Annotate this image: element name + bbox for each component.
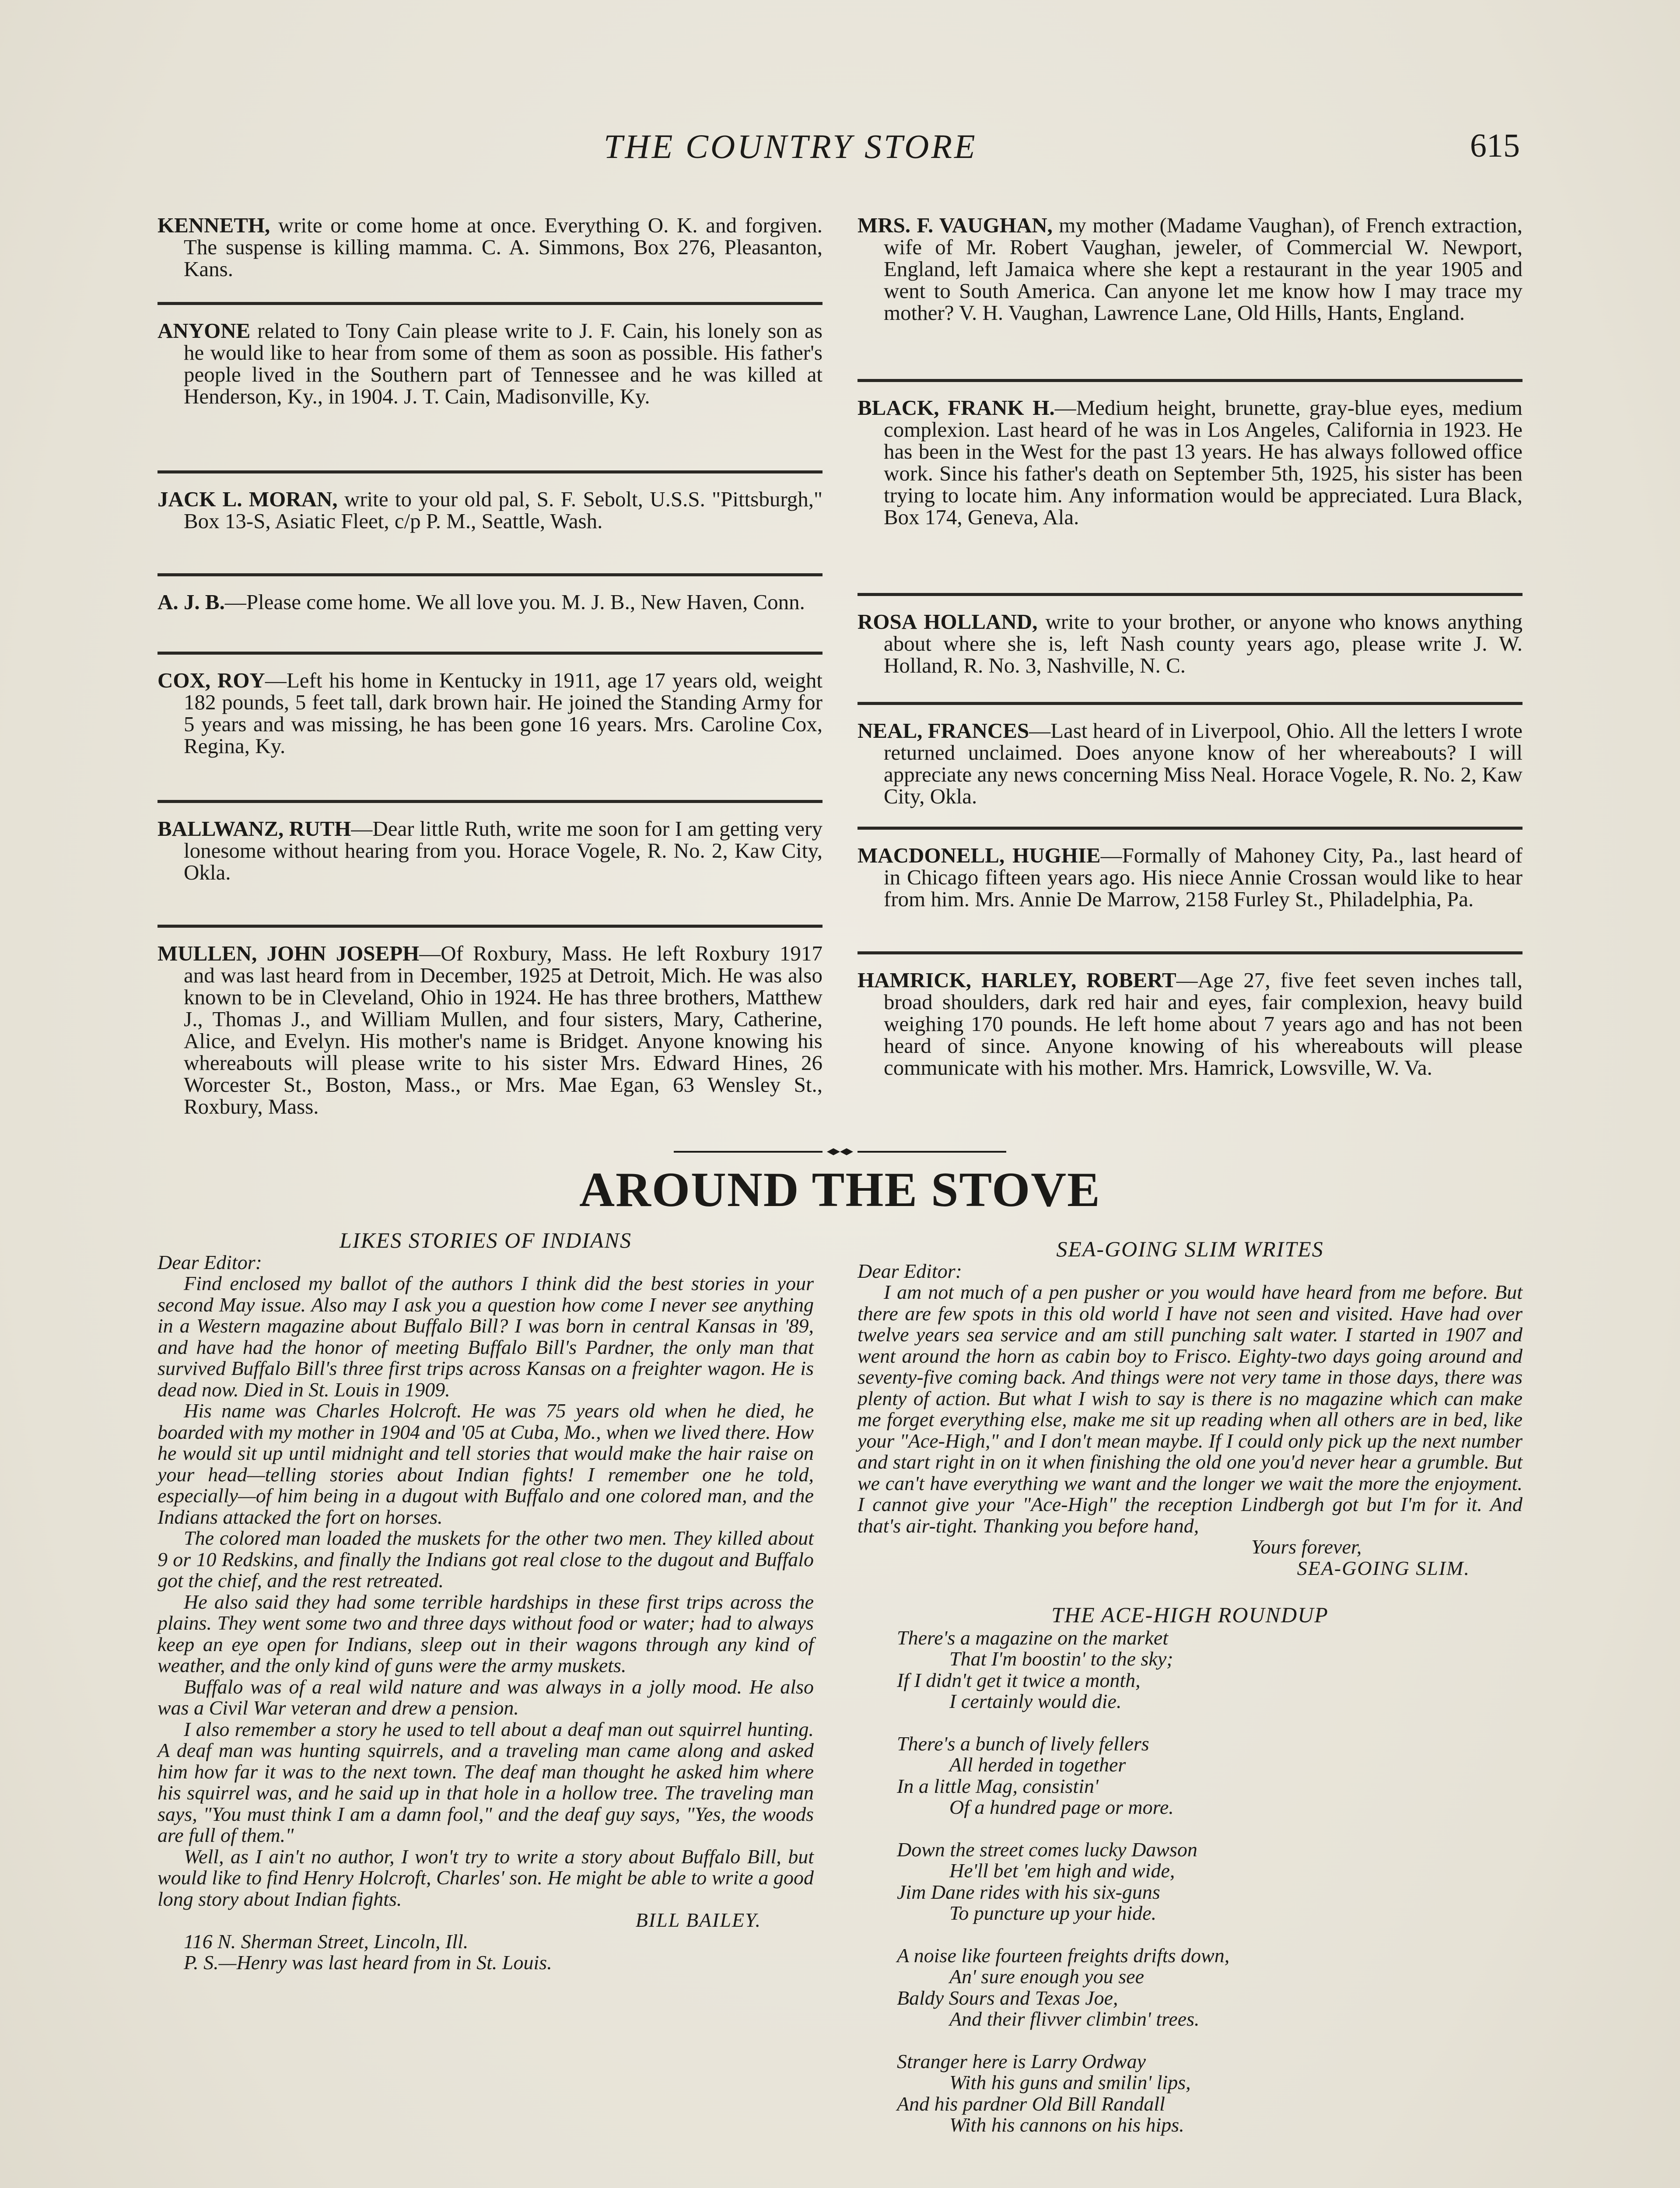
notice-lead: ROSA HOLLAND, — [858, 611, 1038, 634]
letter-salutation: Dear Editor: — [858, 1259, 962, 1282]
poem-line: Stranger here is Larry Ordway — [897, 2050, 1146, 2072]
poem-stanza — [897, 1733, 1522, 1818]
notice-text: write or come home at once. Everything O. K. and forgiven. The suspense is killing mamma. C. A. Simmons, Box 276, Pleasanton, Kans. — [184, 214, 822, 281]
notice-lead: COX, ROY — [158, 670, 265, 692]
notice-lead: A. J. B. — [158, 591, 225, 614]
notice-text: my mother (Madame Vaughan), of French extraction, wife of Mr. Robert Vaughan, jeweler, of Commercial W. Newport, England, left Jamaica where she kept a restaurant in the year 1905 and went to South America. Can anyone let me know how I may trace my mother? V. H. Vaughan, Lawrence Lane, Old Hills, Hants, England. — [884, 214, 1522, 325]
letter-paragraph: He also said they had some terrible hardships in these first trips across the plains. They went some two and three days without food or water; had to always keep an eye open for Indians, sleep out in their wagons through any kind of weather, and the only kind of guns were the army muskets. — [158, 1590, 814, 1676]
poem-line: With his cannons on his hips. — [949, 2114, 1184, 2136]
notice-item — [158, 818, 822, 928]
letter-paragraph: I also remember a story he used to tell about a deaf man out squirrel hunting. A deaf man was hunting squirrels, and a traveling man came along and asked him how far it was to the next town. The deaf man thought he asked him where his squirrel was, and he said up in that hole in a hollow tree. The traveling man says, "You must think I am a damn fool," and the deaf guy says, "Yes, the woods are full of them." — [158, 1718, 814, 1846]
notice-item — [158, 488, 822, 576]
notice-item — [858, 214, 1522, 382]
poem-line: I certainly would die. — [949, 1690, 1122, 1712]
notice-item — [158, 214, 822, 305]
letter-signature: BILL BAILEY. — [635, 1909, 761, 1931]
notice-item — [158, 670, 822, 803]
notices-right-column — [858, 214, 1522, 1101]
poem-line: There's a magazine on the market — [897, 1626, 1169, 1649]
notice-lead: HAMRICK, HARLEY, ROBERT — [858, 969, 1176, 992]
letter-paragraph: His name was Charles Holcroft. He was 75 years old when he died, he boarded with my mother in 1904 and '05 at Cuba, Mo., when we lived there. How he would sit up until midnight and tell stories that would make the hair raise on your head—telling stories about Indian fights! I remember one he told, especially—of him being in a dugout with Buffalo and one colored man, and the Indians attacked the fort on horses. — [158, 1399, 814, 1528]
letter-postscript: P. S.—Henry was last heard from in St. Louis. — [184, 1951, 552, 1974]
letter-likes-stories-of-indians — [158, 1230, 814, 1974]
running-title: THE COUNTRY STORE — [604, 127, 977, 165]
poem-stanza — [897, 1839, 1522, 1924]
notice-lead: MACDONELL, HUGHIE — [858, 845, 1101, 867]
section-title: AROUND THE STOVE — [579, 1163, 1101, 1217]
poem-line: That I'm boostin' to the sky; — [949, 1648, 1173, 1670]
poem-line: He'll bet 'em high and wide, — [949, 1859, 1175, 1882]
letter-sea-going-slim — [858, 1238, 1522, 2157]
notice-item — [858, 611, 1522, 705]
poem-line: To puncture up your hide. — [949, 1902, 1157, 1924]
poem-stanza — [897, 1945, 1522, 2030]
poem-stanza — [897, 2051, 1522, 2136]
poem-line: And his pardner Old Bill Randall — [897, 2092, 1165, 2115]
notice-item — [158, 591, 822, 655]
notice-lead: ANYONE — [158, 320, 251, 343]
notice-text: —Formally of Mahoney City, Pa., last heard of in Chicago fifteen years ago. His niece Annie Crossan would like to hear from him. Mrs. Annie De Marrow, 2158 Furley St., Philadelphia, Pa. — [884, 845, 1522, 911]
notice-text: —Medium height, brunette, gray-blue eyes, medium complexion. Last heard of he was in Los Angeles, California in 1923. He has been in the West for the past 13 years. He has always followed office work. Since his father's death on September 5th, 1925, his sister has been trying to locate him. Any information would be appreciated. Lura Black, Box 174, Geneva, Ala. — [884, 397, 1522, 529]
notice-lead: NEAL, FRANCES — [858, 720, 1029, 743]
notice-text: —Age 27, five feet seven inches tall, broad shoulders, dark red hair and eyes, fair complexion, heavy build weighing 170 pounds. He left home about 7 years ago and has not been heard of since. Anyone knowing of his whereabouts will please communicate with his mother. Mrs. Hamrick, Lowsville, W. Va. — [884, 969, 1522, 1080]
letter-closing: Yours forever, — [1251, 1536, 1362, 1558]
notice-lead: MULLEN, JOHN JOSEPH — [158, 943, 420, 965]
poem-line: If I didn't get it twice a month, — [897, 1669, 1141, 1691]
poem-line: In a little Mag, consistin' — [897, 1774, 1099, 1797]
notice-text: —Left his home in Kentucky in 1911, age 17 years old, weight 182 pounds, 5 feet tall, dark brown hair. He joined the Standing Army for 5 years and was missing, he has been gone 16 years. Mrs. Caroline Cox, Regina, Ky. — [184, 670, 822, 758]
page-number: 615 — [1470, 127, 1520, 164]
letter-address: 116 N. Sherman Street, Lincoln, Ill. — [184, 1930, 469, 1953]
notice-lead: KENNETH, — [158, 214, 270, 237]
letter-paragraph: The colored man loaded the muskets for the other two men. They killed about 9 or 10 Redskins, and finally the Indians got real close to the dugout and Buffalo got the chief, and the rest retreated. — [158, 1527, 814, 1592]
poem-line: A noise like fourteen freights drifts down, — [897, 1944, 1230, 1967]
notice-item — [158, 320, 822, 473]
notice-item — [158, 943, 822, 1126]
poem-line: An' sure enough you see — [949, 1965, 1144, 1988]
letter-paragraph: Find enclosed my ballot of the authors I think did the best stories in your second May issue. Also may I ask you a question how come I never see anything in a Western magazine about Buffalo Bill? I was born in central Kansas in '89, and have had the honor of meeting Buffalo Bill's Pardner, the only man that survived Buffalo Bill's three first trips across Kansas on a freighter wagon. He is dead now. Died in St. Louis in 1909. — [158, 1272, 814, 1401]
notice-text: write to your old pal, S. F. Sebolt, U.S.S. "Pittsburgh," Box 13-S, Asiatic Fleet, c/p P. M., Seattle, Wash. — [184, 488, 822, 533]
letter-salutation: Dear Editor: — [158, 1251, 262, 1273]
notice-text: —Please come home. We all love you. M. J. B., New Haven, Conn. — [224, 591, 805, 614]
letter-heading: LIKES STORIES OF INDIANS — [340, 1228, 632, 1252]
notice-text: write to your brother, or anyone who knows anything about where she is, left Nash county years ago, please write J. W. Holland, R. No. 3, Nashville, N. C. — [884, 611, 1522, 677]
notice-item — [858, 397, 1522, 596]
poem-stanza — [897, 1627, 1522, 1712]
poem-line: There's a bunch of lively fellers — [897, 1732, 1149, 1755]
letter-signature: SEA-GOING SLIM. — [1297, 1557, 1470, 1579]
poem-line: Jim Dane rides with his six-guns — [897, 1880, 1160, 1903]
notice-text: related to Tony Cain please write to J. F. Cain, his lonely son as he would like to hear from some of them as soon as possible. His father's people lived in the Southern part of Tennessee and he was killed at Henderson, Ky., in 1904. J. T. Cain, Madisonville, Ky. — [184, 320, 822, 408]
notice-lead: JACK L. MORAN, — [158, 488, 338, 511]
poem-line: All herded in together — [949, 1753, 1126, 1776]
notice-item — [858, 720, 1522, 830]
poem-line: Baldy Sours and Texas Joe, — [897, 1986, 1118, 2009]
poem-line: And their flivver climbin' trees. — [949, 2008, 1200, 2030]
notice-lead: MRS. F. VAUGHAN, — [858, 214, 1053, 237]
ornament-divider — [665, 1147, 1015, 1156]
letter-paragraph: I am not much of a pen pusher or you would have heard from me before. But there are few spots in this old world I have not seen and visited. Have had over twelve years sea service and am still punching salt water. I started in 1907 and went around the horn as cabin boy to Frisco. Eighty-two days going around and seventy-five coming back. And things were not very tame in those days, there was plenty of action. But what I wish to say is there is no magazine which can make me forget everything else, make me sit up reading when all others are in bed, like your "Ace-High," and I don't mean maybe. If I could only pick up the next number and start right in on it when finishing the old one you'd never hear a grumble. But we can't have everything we want and the longer we wait the more the enjoyment. I cannot give your "Ace-High" the reception Lindbergh got but I'm for it. And that's air-tight. Thanking you before hand, — [858, 1281, 1522, 1537]
poem-line: Of a hundred page or more. — [949, 1796, 1174, 1818]
notice-text: —Of Roxbury, Mass. He left Roxbury 1917 and was last heard from in December, 1925 at Detroit, Mich. He was also known to be in Cleveland, Ohio in 1924. He has three brothers, Matthew J., Thomas J., and William Mullen, and four sisters, Mary, Catherine, Alice, and Evelyn. His mother's name is Bridget. Anyone knowing his whereabouts will please write to his sister Mrs. Edward Hines, 26 Worcester St., Boston, Mass., or Mrs. Mae Egan, 63 Wensley St., Roxbury, Mass. — [184, 943, 822, 1119]
notice-lead: BALLWANZ, RUTH — [158, 818, 351, 841]
letter-paragraph: Buffalo was of a real wild nature and was always in a jolly mood. He also was a Civil War veteran and drew a pension. — [158, 1675, 814, 1719]
notice-text: —Dear little Ruth, write me soon for I am getting very lonesome without hearing from you. Horace Vogele, R. No. 2, Kaw City, Okla. — [184, 818, 822, 884]
notice-lead: BLACK, FRANK H. — [858, 397, 1055, 420]
poem-line: Down the street comes lucky Dawson — [897, 1838, 1197, 1861]
notices-left-column — [158, 214, 822, 1140]
notice-item — [858, 969, 1522, 1087]
poem-line: With his guns and smilin' lips, — [949, 2071, 1191, 2093]
letter-heading: SEA-GOING SLIM WRITES — [1056, 1237, 1324, 1261]
letter-paragraph: Well, as I ain't no author, I won't try to write a story about Buffalo Bill, but would like to find Henry Holcroft, Charles' son. He might be able to write a good long story about Indian fights. — [158, 1845, 814, 1910]
poem-title: THE ACE-HIGH ROUNDUP — [1051, 1602, 1329, 1627]
notice-text: —Last heard of in Liverpool, Ohio. All the letters I wrote returned unclaimed. Does anyone know of her whereabouts? I will appreciate any news concerning Miss Neal. Horace Vogele, R. No. 2, Kaw City, Okla. — [884, 720, 1522, 808]
notice-item — [858, 845, 1522, 954]
